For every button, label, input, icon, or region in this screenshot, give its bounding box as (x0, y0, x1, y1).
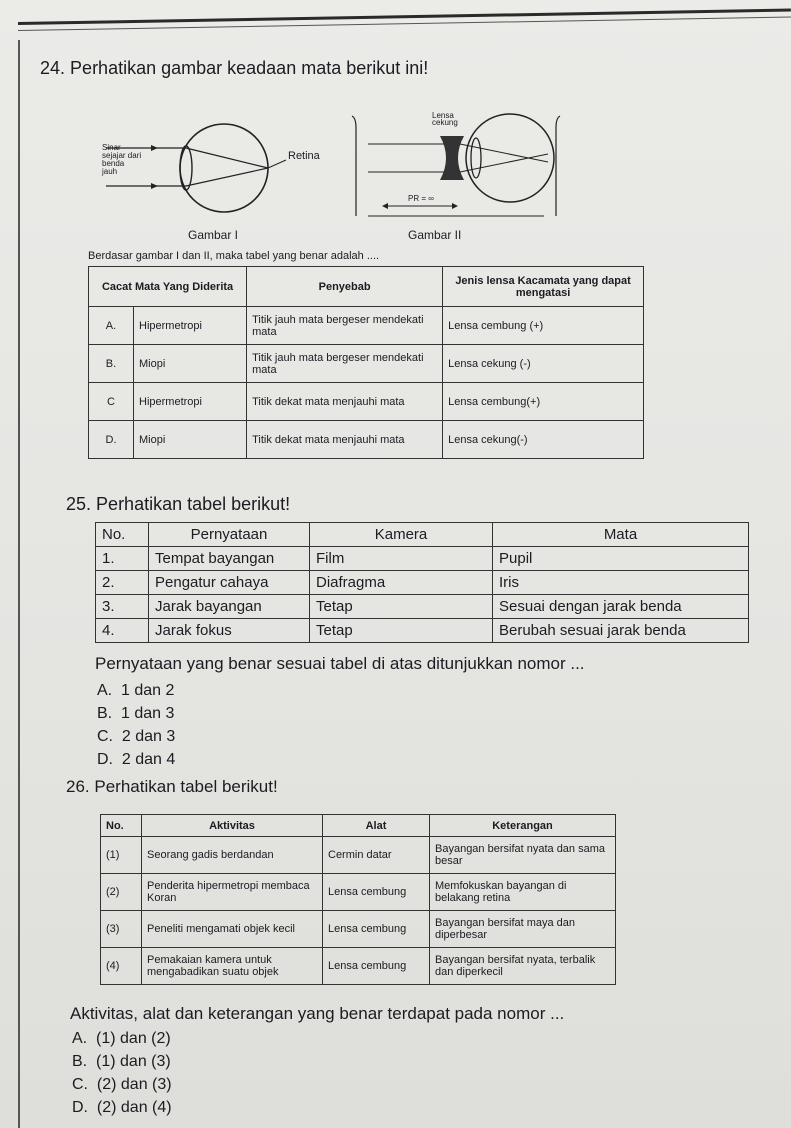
fig2-label-lens-1: Lensa (432, 111, 454, 120)
q26-row-1-no: (1) (101, 837, 142, 874)
q26-option-c-letter: C. (72, 1076, 88, 1093)
q26-header-no: No. (101, 815, 142, 837)
q25-row-1-no: 1. (96, 547, 149, 571)
q25-row-1-statement: Tempat bayangan (149, 547, 310, 571)
q26-option-d[interactable] (72, 1099, 172, 1117)
q25-header-eye: Mata (493, 523, 749, 547)
table-row (96, 595, 749, 619)
q24-row-d-defect: Miopi (134, 421, 247, 459)
q25-option-a-letter: A. (97, 682, 113, 699)
q26-option-c-text: (2) dan (3) (96, 1076, 172, 1093)
left-margin-line (18, 40, 20, 1128)
q24-row-c-defect: Hipermetropi (134, 383, 247, 421)
q26-row-4-no: (4) (101, 948, 142, 985)
q25-number: 25. (66, 494, 92, 514)
eye-diagram-2 (348, 108, 568, 226)
table-row (96, 619, 749, 643)
q26-number: 26. (66, 777, 90, 796)
fig1-caption: Gambar I (188, 228, 239, 242)
q24-row-d-lens: Lensa cekung(-) (443, 421, 644, 459)
q25-question: Pernyataan yang benar sesuai tabel di atas ditunjukkan nomor ... (95, 654, 585, 673)
q25-row-3-statement: Jarak bayangan (149, 595, 310, 619)
q26-header-note: Keterangan (430, 815, 616, 837)
q25-option-d-text: 2 dan 4 (121, 751, 176, 768)
q24-number: 24. (40, 58, 66, 78)
table-row (101, 837, 616, 874)
q26-option-b[interactable] (72, 1053, 171, 1071)
fig2-label-pr: PR = ∞ (408, 194, 434, 203)
fig2-lens-label (432, 112, 458, 126)
q25-option-a[interactable] (97, 682, 174, 700)
q26-option-a-text: (1) dan (2) (96, 1030, 171, 1047)
fig2-caption: Gambar II (408, 228, 462, 242)
q26-row-2-note: Memfokuskan bayangan di belakang retina (430, 874, 616, 911)
fig1-label-far: jauh (102, 167, 118, 176)
q26-row-3-tool: Lensa cembung (323, 911, 430, 948)
q25-option-b-letter: B. (97, 705, 113, 722)
q26-header-row (101, 815, 616, 837)
fig1-label-parallel: sejajar dari (102, 151, 142, 160)
q26-row-3-no: (3) (101, 911, 142, 948)
q26-option-c[interactable] (72, 1076, 172, 1094)
q26-header-tool: Alat (323, 815, 430, 837)
q25-header-statement: Pernyataan (149, 523, 310, 547)
q24-text: Perhatikan gambar keadaan mata berikut ini! (70, 58, 429, 78)
q25-header-camera: Kamera (310, 523, 493, 547)
table-row (89, 383, 644, 421)
top-border-thin-line (18, 17, 791, 31)
q25-row-1-eye: Pupil (493, 547, 749, 571)
q24-row-b-letter: B. (89, 345, 134, 383)
table-row (96, 547, 749, 571)
q26-row-2-tool: Lensa cembung (323, 874, 430, 911)
q24-row-c-letter: C (89, 383, 134, 421)
q25-header-row (96, 523, 749, 547)
q26-row-1-tool: Cermin datar (323, 837, 430, 874)
q24-heading (40, 58, 428, 79)
table-row (101, 911, 616, 948)
q26-row-2-no: (2) (101, 874, 142, 911)
table-row (101, 948, 616, 985)
q24-header-row (89, 267, 644, 307)
q25-option-b[interactable] (97, 705, 174, 723)
fig1-label-object: benda (102, 159, 125, 168)
table-row (89, 307, 644, 345)
q24-row-a-letter: A. (89, 307, 134, 345)
q25-heading (66, 494, 290, 515)
q25-row-4-no: 4. (96, 619, 149, 643)
q26-row-4-activity: Pemakaian kamera untuk mengabadikan suatu objek (142, 948, 323, 985)
q26-row-4-tool: Lensa cembung (323, 948, 430, 985)
q26-option-d-letter: D. (72, 1099, 88, 1116)
q26-header-activity: Aktivitas (142, 815, 323, 837)
q25-header-no: No. (96, 523, 149, 547)
q24-intro: Berdasar gambar I dan II, maka tabel yang benar adalah .... (88, 250, 380, 262)
table-row (89, 421, 644, 459)
q25-option-c-letter: C. (97, 728, 113, 745)
q24-row-d-cause: Titik dekat mata menjauhi mata (247, 421, 443, 459)
figure-2-myopic-eye (348, 108, 568, 226)
table-row (101, 874, 616, 911)
q25-row-4-statement: Jarak fokus (149, 619, 310, 643)
q25-option-b-text: 1 dan 3 (121, 705, 175, 722)
q24-row-b-lens: Lensa cekung (-) (443, 345, 644, 383)
q25-option-d[interactable] (97, 751, 175, 769)
q26-option-b-letter: B. (72, 1053, 88, 1070)
fig1-label-group (102, 144, 141, 176)
q26-row-1-note: Bayangan bersifat nyata dan sama besar (430, 837, 616, 874)
q25-row-2-no: 2. (96, 571, 149, 595)
q26-row-3-activity: Peneliti mengamati objek kecil (142, 911, 323, 948)
table-row (89, 345, 644, 383)
q26-table (100, 814, 616, 985)
q25-row-4-camera: Tetap (310, 619, 493, 643)
q26-row-4-note: Bayangan bersifat nyata, terbalik dan diperkecil (430, 948, 616, 985)
q25-row-3-no: 3. (96, 595, 149, 619)
q24-row-a-cause: Titik jauh mata bergeser mendekati mata (247, 307, 443, 345)
q25-row-3-eye: Sesuai dengan jarak benda (493, 595, 749, 619)
q24-row-b-cause: Titik jauh mata bergeser mendekati mata (247, 345, 443, 383)
table-row (96, 571, 749, 595)
q26-option-a[interactable] (72, 1030, 171, 1048)
q24-row-a-lens: Lensa cembung (+) (443, 307, 644, 345)
q25-option-d-letter: D. (97, 751, 113, 768)
q25-row-2-eye: Iris (493, 571, 749, 595)
q26-text: Perhatikan tabel berikut! (94, 777, 278, 796)
q26-option-d-text: (2) dan (4) (96, 1099, 172, 1116)
q26-option-b-text: (1) dan (3) (96, 1053, 171, 1070)
q25-row-2-camera: Diafragma (310, 571, 493, 595)
q25-row-4-eye: Berubah sesuai jarak benda (493, 619, 749, 643)
q25-table (95, 522, 749, 643)
q24-row-b-defect: Miopi (134, 345, 247, 383)
q25-option-c-text: 2 dan 3 (121, 728, 176, 745)
figure-1-normal-eye (96, 118, 346, 228)
q24-header-defect: Cacat Mata Yang Diderita (89, 267, 247, 307)
q24-header-lens: Jenis lensa Kacamata yang dapat mengatasi (443, 267, 644, 307)
q24-row-a-defect: Hipermetropi (134, 307, 247, 345)
q26-question: Aktivitas, alat dan keterangan yang benar terdapat pada nomor ... (70, 1004, 565, 1023)
q26-option-a-letter: A. (72, 1030, 88, 1047)
fig1-label-ray: Sinar (102, 143, 121, 152)
q25-option-c[interactable] (97, 728, 175, 746)
q24-row-c-cause: Titik dekat mata menjauhi mata (247, 383, 443, 421)
q25-text: Perhatikan tabel berikut! (96, 494, 291, 514)
q24-row-d-letter: D. (89, 421, 134, 459)
q24-table (88, 266, 644, 459)
q25-option-a-text: 1 dan 2 (121, 682, 175, 699)
q24-header-cause: Penyebab (247, 267, 443, 307)
q25-row-1-camera: Film (310, 547, 493, 571)
q26-row-3-note: Bayangan bersifat maya dan diperbesar (430, 911, 616, 948)
fig1-label-retina: Retina (288, 150, 320, 162)
q26-heading (66, 777, 278, 797)
q26-row-2-activity: Penderita hipermetropi membaca Koran (142, 874, 323, 911)
q25-row-3-camera: Tetap (310, 595, 493, 619)
fig2-label-lens-2: cekung (432, 118, 458, 127)
q24-row-c-lens: Lensa cembung(+) (443, 383, 644, 421)
q25-row-2-statement: Pengatur cahaya (149, 571, 310, 595)
q26-row-1-activity: Seorang gadis berdandan (142, 837, 323, 874)
